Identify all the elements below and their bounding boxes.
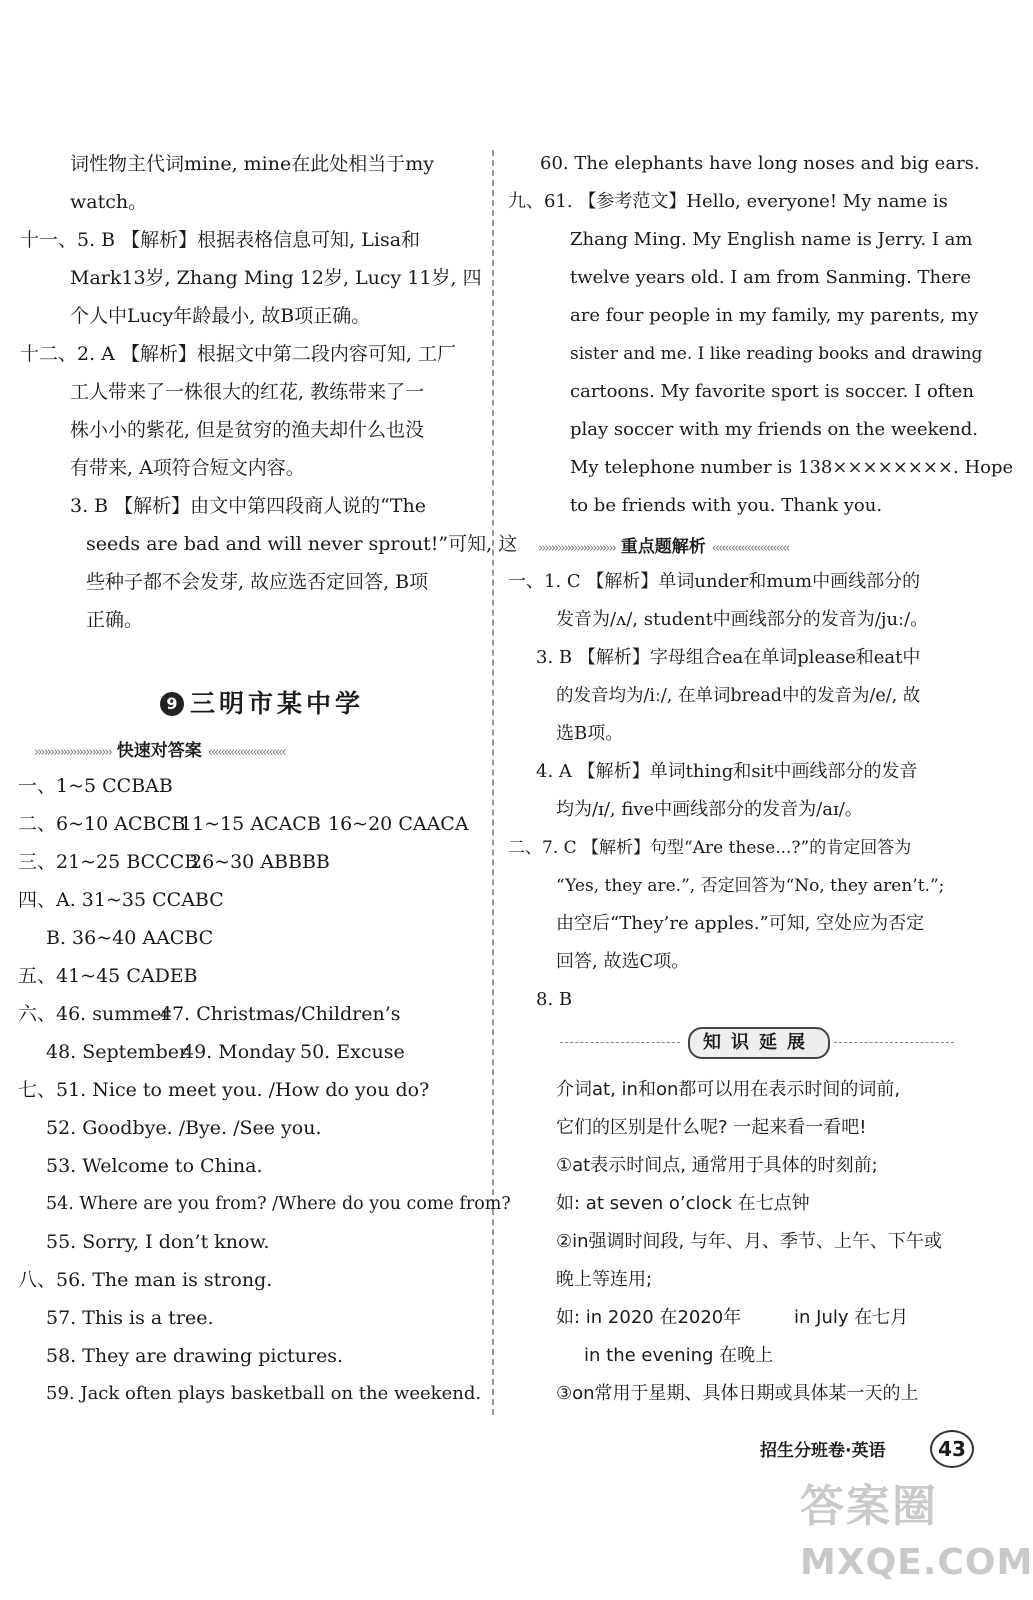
column-divider bbox=[492, 150, 494, 1415]
chevron-left-decoration: ›››››››››››››››››››››››› bbox=[34, 745, 111, 760]
text-line: ③on常用于星期、具体日期或具体某一天的上 bbox=[556, 1383, 919, 1404]
text-line: 均为/ɪ/, five中画线部分的发音为/aɪ/。 bbox=[556, 799, 863, 820]
text-line: 个人中Lucy年龄最小, 故B项正确。 bbox=[70, 305, 371, 327]
quick-answers-banner bbox=[34, 736, 284, 760]
watermark-url: MXQE.COM bbox=[800, 1542, 1033, 1583]
answer-line: 六、46. summer bbox=[18, 1003, 171, 1025]
text-line: are four people in my family, my parents, my bbox=[570, 305, 979, 326]
text-line: to be friends with you. Thank you. bbox=[570, 495, 883, 516]
text-line: 4. A 【解析】单词thing和sit中画线部分的发音 bbox=[536, 761, 918, 782]
answer-line: B. 36~40 AACBC bbox=[46, 927, 214, 949]
text-line: 九、61. 【参考范文】Hello, everyone! My name is bbox=[508, 191, 948, 212]
answer-line: 54. Where are you from? /Where do you come from? bbox=[46, 1194, 511, 1214]
text-line: 些种子都不会发芽, 故应选否定回答, B项 bbox=[86, 571, 429, 593]
school-title bbox=[160, 684, 364, 720]
text-line: 一、1. C 【解析】单词under和mum中画线部分的 bbox=[508, 571, 921, 592]
text-line: 由空后“They’re apples.”可知, 空处应为否定 bbox=[556, 913, 925, 934]
answer-line: 五、41~45 CADEB bbox=[18, 965, 198, 987]
text-line: 回答, 故选C项。 bbox=[556, 951, 690, 972]
answer-line: 26~30 ABBBB bbox=[190, 851, 330, 873]
banner-title: 快速对答案 bbox=[116, 741, 202, 761]
text-line: 3. B 【解析】字母组合ea在单词please和eat中 bbox=[536, 647, 921, 668]
text-line: 株小小的紫花, 但是贫穷的渔夫却什么也没 bbox=[70, 419, 425, 441]
key-analysis-banner bbox=[538, 532, 788, 556]
answer-line: 七、51. Nice to meet you. /How do you do? bbox=[18, 1079, 430, 1101]
chevron-right-decoration: ‹‹‹‹‹‹‹‹‹‹‹‹‹‹‹‹‹‹‹‹‹‹‹‹ bbox=[711, 541, 789, 556]
text-line: seeds are bad and will never sprout!”可知, 这 bbox=[86, 533, 518, 555]
watermark bbox=[800, 1470, 1033, 1590]
answer-line: 八、56. The man is strong. bbox=[18, 1269, 273, 1291]
text-line: 如: in 2020 在2020年 bbox=[556, 1307, 742, 1328]
text-line: 词性物主代词mine, mine在此处相当于my bbox=[70, 153, 434, 175]
answer-line: 11~15 ACACB bbox=[180, 813, 321, 835]
school-name: 三明市某中学 bbox=[190, 689, 365, 718]
text-line: Zhang Ming. My English name is Jerry. I am bbox=[570, 229, 973, 250]
answer-line: 47. Christmas/Children’s bbox=[160, 1003, 401, 1025]
text-line: sister and me. I like reading books and drawing bbox=[570, 344, 983, 364]
text-line: 工人带来了一株很大的红花, 教练带来了一 bbox=[70, 381, 425, 403]
text-line: 发音为/ʌ/, student中画线部分的发音为/juː/。 bbox=[556, 609, 929, 630]
school-number-badge: 9 bbox=[160, 692, 184, 716]
answer-line: 48. September bbox=[46, 1041, 189, 1063]
text-line: 十二、2. A 【解析】根据文中第二段内容可知, 工厂 bbox=[20, 343, 457, 365]
text-line: 晚上等连用; bbox=[556, 1269, 653, 1290]
text-line: My telephone number is 138××××××××. Hope bbox=[570, 457, 1014, 478]
answer-line: 50. Excuse bbox=[300, 1041, 405, 1063]
text-line: 介词at, in和on都可以用在表示时间的词前, bbox=[556, 1079, 901, 1100]
page-number: 43 bbox=[930, 1430, 974, 1468]
text-line: 二、7. C 【解析】句型“Are these...?”的肯定回答为 bbox=[508, 838, 912, 858]
text-line: ①at表示时间点, 通常用于具体的时刻前; bbox=[556, 1155, 878, 1176]
banner-title: 重点题解析 bbox=[620, 537, 706, 557]
answer-line: 57. This is a tree. bbox=[46, 1307, 214, 1329]
text-line: play soccer with my friends on the weekend. bbox=[570, 419, 978, 440]
text-line: ②in强调时间段, 与年、月、季节、上午、下午或 bbox=[556, 1231, 942, 1252]
footer-label: 招生分班卷·英语 bbox=[760, 1441, 886, 1461]
text-line: in July 在七月 bbox=[794, 1307, 909, 1328]
answer-line: 四、A. 31~35 CCABC bbox=[18, 889, 224, 911]
text-line: Mark13岁, Zhang Ming 12岁, Lucy 11岁, 四 bbox=[70, 267, 482, 289]
dashed-rule bbox=[560, 1042, 680, 1043]
text-line: 正确。 bbox=[86, 609, 144, 631]
chevron-left-decoration: ›››››››››››››››››››››››› bbox=[538, 541, 615, 556]
text-line: 的发音均为/iː/, 在单词bread中的发音为/e/, 故 bbox=[556, 686, 921, 706]
text-line: 8. B bbox=[536, 989, 573, 1010]
text-line: 十一、5. B 【解析】根据表格信息可知, Lisa和 bbox=[20, 229, 421, 251]
answer-line: 58. They are drawing pictures. bbox=[46, 1345, 344, 1367]
answer-line: 52. Goodbye. /Bye. /See you. bbox=[46, 1117, 322, 1139]
text-line: 如: at seven o’clock 在七点钟 bbox=[556, 1193, 810, 1214]
text-line: twelve years old. I am from Sanming. There bbox=[570, 267, 972, 288]
answer-line: 49. Monday bbox=[182, 1041, 296, 1063]
text-line: watch。 bbox=[70, 191, 148, 213]
text-line: cartoons. My favorite sport is soccer. I often bbox=[570, 381, 974, 402]
text-line: in the evening 在晚上 bbox=[584, 1345, 774, 1366]
answer-line: 一、1~5 CCBAB bbox=[18, 775, 173, 797]
text-line: 3. B 【解析】由文中第四段商人说的“The bbox=[70, 495, 427, 517]
knowledge-extension-header bbox=[560, 1027, 960, 1057]
knowledge-extension-title: 知识延展 bbox=[688, 1027, 830, 1059]
text-line: 它们的区别是什么呢? 一起来看一看吧! bbox=[556, 1117, 867, 1138]
chevron-right-decoration: ‹‹‹‹‹‹‹‹‹‹‹‹‹‹‹‹‹‹‹‹‹‹‹‹ bbox=[207, 745, 285, 760]
watermark-logo-text: 答案圈 bbox=[800, 1481, 938, 1532]
answer-line: 16~20 CAACA bbox=[328, 813, 469, 835]
answer-line: 53. Welcome to China. bbox=[46, 1155, 263, 1177]
text-line: 选B项。 bbox=[556, 723, 624, 744]
text-line: “Yes, they are.”, 否定回答为“No, they aren’t.”; bbox=[556, 876, 945, 896]
dashed-rule bbox=[834, 1042, 954, 1043]
answer-line: 59. Jack often plays basketball on the weekend. bbox=[46, 1383, 482, 1404]
answer-line: 三、21~25 BCCCB bbox=[18, 851, 199, 873]
text-line: 有带来, A项符合短文内容。 bbox=[70, 457, 305, 479]
text-line: 60. The elephants have long noses and big ears. bbox=[540, 153, 980, 174]
answer-line: 55. Sorry, I don’t know. bbox=[46, 1231, 270, 1253]
answer-line: 二、6~10 ACBCB bbox=[18, 813, 186, 835]
